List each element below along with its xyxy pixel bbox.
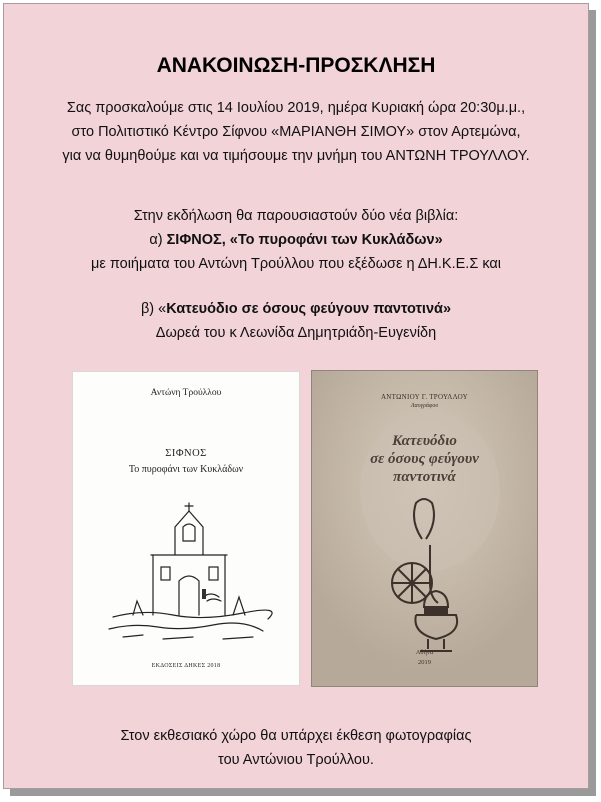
closing-paragraph [4, 724, 588, 772]
book-b-note: Δωρεά του κ Λεωνίδα Δημητριάδη-Ευγενίδη [155, 325, 437, 341]
cover2-title-line: Κατευόδιο [392, 433, 457, 449]
book-cover-katevodio [311, 370, 538, 687]
oil-lamp-icon [312, 371, 538, 687]
book-b-prefix: β) « [140, 301, 167, 317]
book-b-line [4, 297, 588, 321]
cover2-author: ΑΝΤΩΝΙΟΥ Γ. ΤΡΟΥΛΛΟΥ [380, 393, 469, 401]
cover1-publisher: ΕΚΔΟΣΕΙΣ ΔΗΚΕΣ 2018 [151, 663, 221, 669]
cover2-title-line: σε όσους φεύγουν [370, 451, 479, 467]
cover1-title: ΣΙΦΝΟΣ [165, 448, 207, 459]
cover2-subtitle: Λαογράφου [410, 403, 439, 409]
book-b-paragraph [4, 297, 588, 345]
closing-line: Στον εκθεσιακό χώρο θα υπάρχει έκθεση φωτογραφίας [120, 728, 472, 744]
page-title: ΑΝΑΚΟΙΝΩΣΗ-ΠΡΟΣΚΛΗΣΗ [156, 54, 436, 77]
closing-line: του Αντώνιου Τρούλλου. [218, 752, 374, 768]
cover2-place: Αθήνα [415, 649, 434, 656]
book-a-prefix: α) [149, 232, 167, 248]
books-intro: Στην εκδήλωση θα παρουσιαστούν δύο νέα βιβλία: [133, 208, 459, 224]
intro-line: Σας προσκαλούμε στις 14 Ιουλίου 2019, ημέρα Κυριακή ώρα 20:30μ.μ., [66, 100, 526, 116]
book-a-note: με ποιήματα του Αντώνη Τρούλλου που εξέδωσε η ΔΗ.Κ.Ε.Σ και [90, 256, 502, 272]
cover1-subtitle: Το πυροφάνι των Κυκλάδων [128, 464, 244, 475]
intro-line: στο Πολιτιστικό Κέντρο Σίφνου «ΜΑΡΙΑΝΘΗ ΣΙΜΟΥ» στον Αρτεμώνα, [71, 124, 521, 140]
book-cover-sifnos [72, 371, 300, 686]
intro-paragraph [4, 96, 588, 168]
book-a-title: ΣΙΦΝΟΣ, «Το πυροφάνι των Κυκλάδων» [166, 232, 443, 248]
cover1-author: Αντώνη Τρούλλου [150, 388, 222, 398]
intro-line: για να θυμηθούμε και να τιμήσουμε την μνήμη του ΑΝΤΩΝΗ ΤΡΟΥΛΛΟΥ. [62, 148, 530, 164]
book-b-title: Κατευόδιο σε όσους φεύγουν παντοτινά» [166, 301, 452, 317]
announcement-card [3, 3, 589, 789]
cover2-year: 2019 [418, 659, 431, 666]
cover2-title-line: παντοτινά [393, 469, 456, 485]
book-a-line [4, 228, 588, 252]
books-paragraph [4, 204, 588, 276]
chapel-sketch-icon [103, 497, 273, 647]
